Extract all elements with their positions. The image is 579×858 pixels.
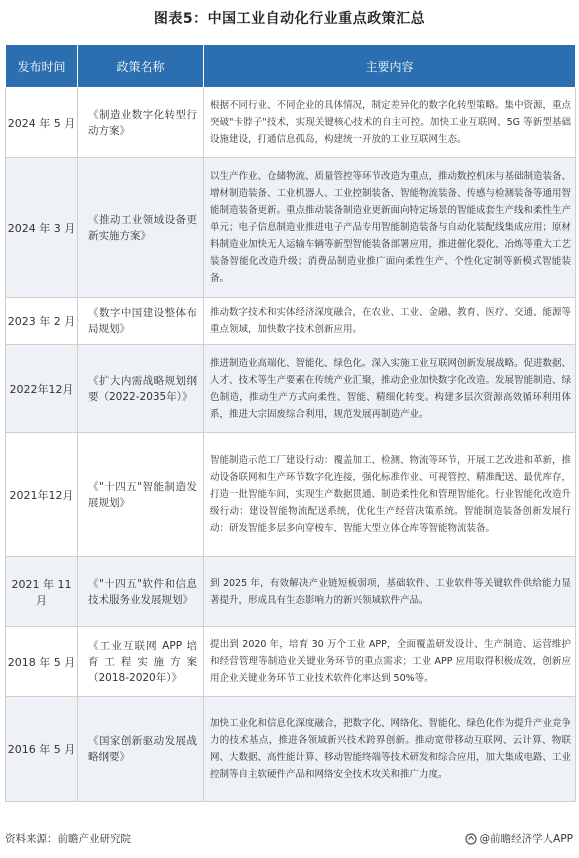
row-date: 2018 年 5 月 <box>6 627 78 697</box>
row-policy-name: 《推动工业领域设备更新实施方案》 <box>78 158 204 298</box>
row-content: 推动数字技术和实体经济深度融合，在农业、工业、金融、教育、医疗、交通、能源等重点领域，加快数字技术创新应用。 <box>204 298 576 345</box>
table-row <box>6 697 576 802</box>
row-policy-name: 《"十四五"软件和信息技术服务业发展规划》 <box>78 557 204 627</box>
row-policy-name: 《制造业数字化转型行动方案》 <box>78 88 204 158</box>
table-row <box>6 627 576 697</box>
row-content: 以生产作业、仓储物流、质量管控等环节改造为重点，推动数控机床与基础制造装备、增材制造装备、工业机器人、工业控制装备、智能物流装备、传感与检测装备等通用智能制造装备更新。重点推动装备制造业更新面向特定场景的智能成套生产线和柔性生产单元；电子信息制造业推进电子产品专用智能制造装备与自动化装配线集成应用；原材料制造业加快无人运输车辆等新型智能装备部署应用，推进催化裂化、冶炼等重大工艺装备智能化改造升级；消费品制造业推广面向柔性生产、个性化定制等新模式智能装备。 <box>204 158 576 298</box>
row-date: 2021年12月 <box>6 433 78 557</box>
row-date: 2024 年 5 月 <box>6 88 78 158</box>
brand-label: @前瞻经济学人APP <box>479 833 573 845</box>
header-policy-name: 政策名称 <box>78 45 204 88</box>
table-row <box>6 557 576 627</box>
table-row <box>6 88 576 158</box>
row-date: 2016 年 5 月 <box>6 697 78 802</box>
row-policy-name: 《数字中国建设整体布局规划》 <box>78 298 204 345</box>
row-content: 推进制造业高端化、智能化、绿色化。深入实施工业互联网创新发展战略。促进数据、人才、技术等生产要素在传统产业汇聚，推动企业加快数字化改造。发展智能制造、绿色制造，推动生产方式向柔性、智能、精细化转变。构建多层次资源高效循环利用体系，推进大宗固废综合利用，规范发展再制造产业。 <box>204 345 576 433</box>
row-policy-name: 《国家创新驱动发展战略纲要》 <box>78 697 204 802</box>
chart-title: 图表5：中国工业自动化行业重点政策汇总 <box>153 11 426 27</box>
source-note: 资料来源：前瞻产业研究院 <box>5 833 131 845</box>
row-content: 到 2025 年，有效解决产业链短板弱项，基础软件、工业软件等关键软件供给能力显著提升，形成具有生态影响力的新兴领域软件产品。 <box>204 557 576 627</box>
row-date: 2022年12月 <box>6 345 78 433</box>
policy-table <box>5 44 576 802</box>
row-content: 根据不同行业、不同企业的具体情况，制定差异化的数字化转型策略。集中资源，重点突破"卡脖子"技术，实现关键核心技术的自主可控。加快工业互联网、5G 等新型基础设施建设，打通信息孤岛，构建统一开放的工业互联网生态。 <box>204 88 576 158</box>
row-policy-name: 《工业互联网 APP 培育工程实施方案（2018-2020年）》 <box>78 627 204 697</box>
table-row <box>6 158 576 298</box>
row-content: 加快工业化和信息化深度融合，把数字化、网络化、智能化、绿色化作为提升产业竞争力的技术基点，推进各领域新兴技术跨界创新。推动宽带移动互联网、云计算、物联网、大数据、高性能计算、移动智能终端等技术研发和综合应用，加大集成电路、工业控制等自主软硬件产品和网络安全技术攻关和推广力度。 <box>204 697 576 802</box>
row-date: 2024 年 3 月 <box>6 158 78 298</box>
table-row <box>6 433 576 557</box>
header-date: 发布时间 <box>6 45 78 88</box>
row-policy-name: 《"十四五"智能制造发展规划》 <box>78 433 204 557</box>
row-policy-name: 《扩大内需战略规划纲要（2022-2035年）》 <box>78 345 204 433</box>
table-row <box>6 345 576 433</box>
table-header-row <box>6 45 576 88</box>
row-date: 2023 年 2 月 <box>6 298 78 345</box>
header-main-content: 主要内容 <box>204 45 576 88</box>
row-content: 智能制造示范工厂建设行动：覆盖加工、检测、物流等环节，开展工艺改进和革新，推动设备联网和生产环节数字化连接，强化标准作业、可视管控、精准配送、最优库存，打造一批智能车间，实现生产数据贯通、制造柔性化和管理智能化。行业智能化改造升级行动：建设智能物流配送系统，优化生产经营决策系统。智能制造装备创新发展行动：研发智能多层多向穿梭车、智能大型立体仓库等智能物流装备。 <box>204 433 576 557</box>
brand-credit <box>465 831 573 846</box>
table-row <box>6 298 576 345</box>
row-content: 提出到 2020 年，培育 30 万个工业 APP，全面覆盖研发设计、生产制造、运营维护和经营管理等制造业关键业务环节的重点需求；工业 APP 应用取得积极成效，创新应用企业关键业务环节工业技术软件化率达到 50%等。 <box>204 627 576 697</box>
row-date: 2021 年 11 月 <box>6 557 78 627</box>
brand-logo-icon <box>465 833 477 845</box>
footer <box>5 831 575 849</box>
